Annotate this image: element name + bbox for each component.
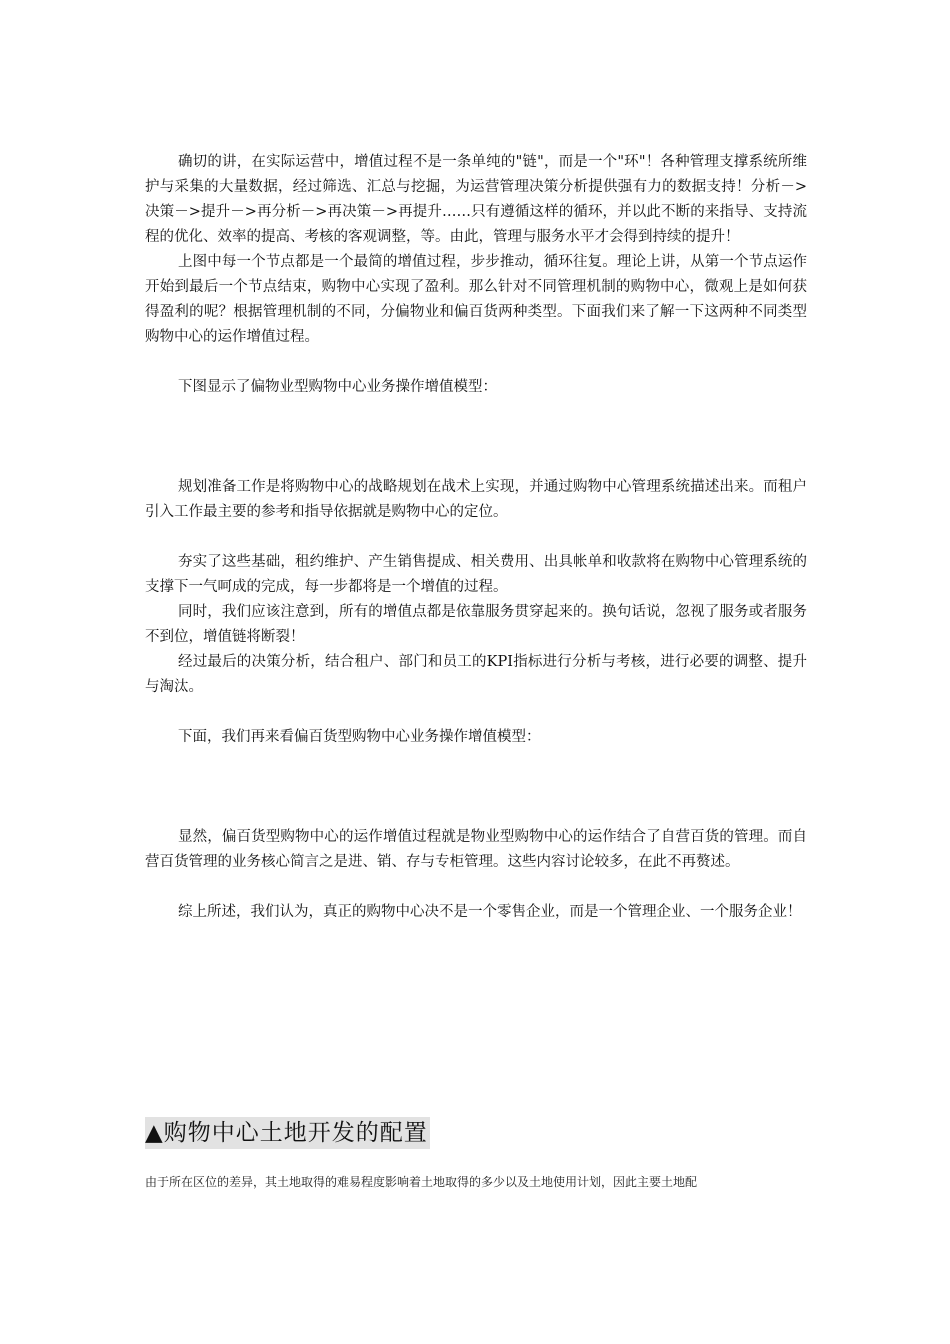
paragraph: 下图显示了偏物业型购物中心业务操作增值模型：	[178, 379, 497, 395]
paragraph: 综上所述，我们认为，真正的购物中心决不是一个零售企业，而是一个管理企业、一个服务企业！	[178, 904, 802, 920]
section-body-text: 由于所在区位的差异，其土地取得的难易程度影响着土地取得的多少以及土地使用计划，因此主要土地配	[145, 1175, 698, 1189]
paragraph: 上图中每一个节点都是一个最简的增值过程，步步推动，循环往复。理论上讲，从第一个节点运作开始到最后一个节点结束，购物中心实现了盈利。那么针对不同管理机制的购物中心，微观上是如何获得盈利的呢？根据管理机制的不同，分偏物业和偏百货两种类型。下面我们来了解一下这两种不同类型购物中心的运作增值过程。	[145, 254, 807, 345]
paragraph: 下面，我们再来看偏百货型购物中心业务操作增值模型：	[178, 729, 541, 745]
figure-placeholder	[145, 400, 807, 475]
paragraph: 同时，我们应该注意到，所有的增值点都是依靠服务贯穿起来的。换句话说，忽视了服务或者服务不到位，增值链将断裂！	[145, 604, 807, 645]
spacer	[145, 525, 807, 550]
figure-placeholder	[145, 750, 807, 825]
spacer	[145, 875, 807, 900]
paragraph: 确切的讲，在实际运营中，增值过程不是一条单纯的"链"，而是一个"环"！各种管理支撑系统所维护与采集的大量数据，经过筛选、汇总与挖掘，为运营管理决策分析提供强有力的数据支持！分析－>决策－>提升－>再分析－>再决策－>再提升……只有遵循这样的循环，并以此不断的来指导、支持流程的优化、效率的提高、考核的客观调整，等。由此，管理与服务水平才会得到持续的提升！	[145, 154, 807, 245]
paragraph: 规划准备工作是将购物中心的战略规划在战术上实现，并通过购物中心管理系统描述出来。而租户引入工作最主要的参考和指导依据就是购物中心的定位。	[145, 479, 807, 520]
spacer	[145, 350, 807, 375]
paragraph: 显然，偏百货型购物中心的运作增值过程就是物业型购物中心的运作结合了自营百货的管理。而自营百货管理的业务核心简言之是进、销、存与专柜管理。这些内容讨论较多，在此不再赘述。	[145, 829, 807, 870]
document-body	[145, 150, 807, 925]
section-heading: ▲购物中心土地开发的配置	[145, 1117, 430, 1149]
paragraph: 经过最后的决策分析，结合租户、部门和员工的KPI指标进行分析与考核，进行必要的调整、提升与淘汰。	[145, 654, 807, 695]
spacer	[145, 700, 807, 725]
paragraph: 夯实了这些基础，租约维护、产生销售提成、相关费用、出具帐单和收款将在购物中心管理系统的支撑下一气呵成的完成，每一步都将是一个增值的过程。	[145, 554, 807, 595]
